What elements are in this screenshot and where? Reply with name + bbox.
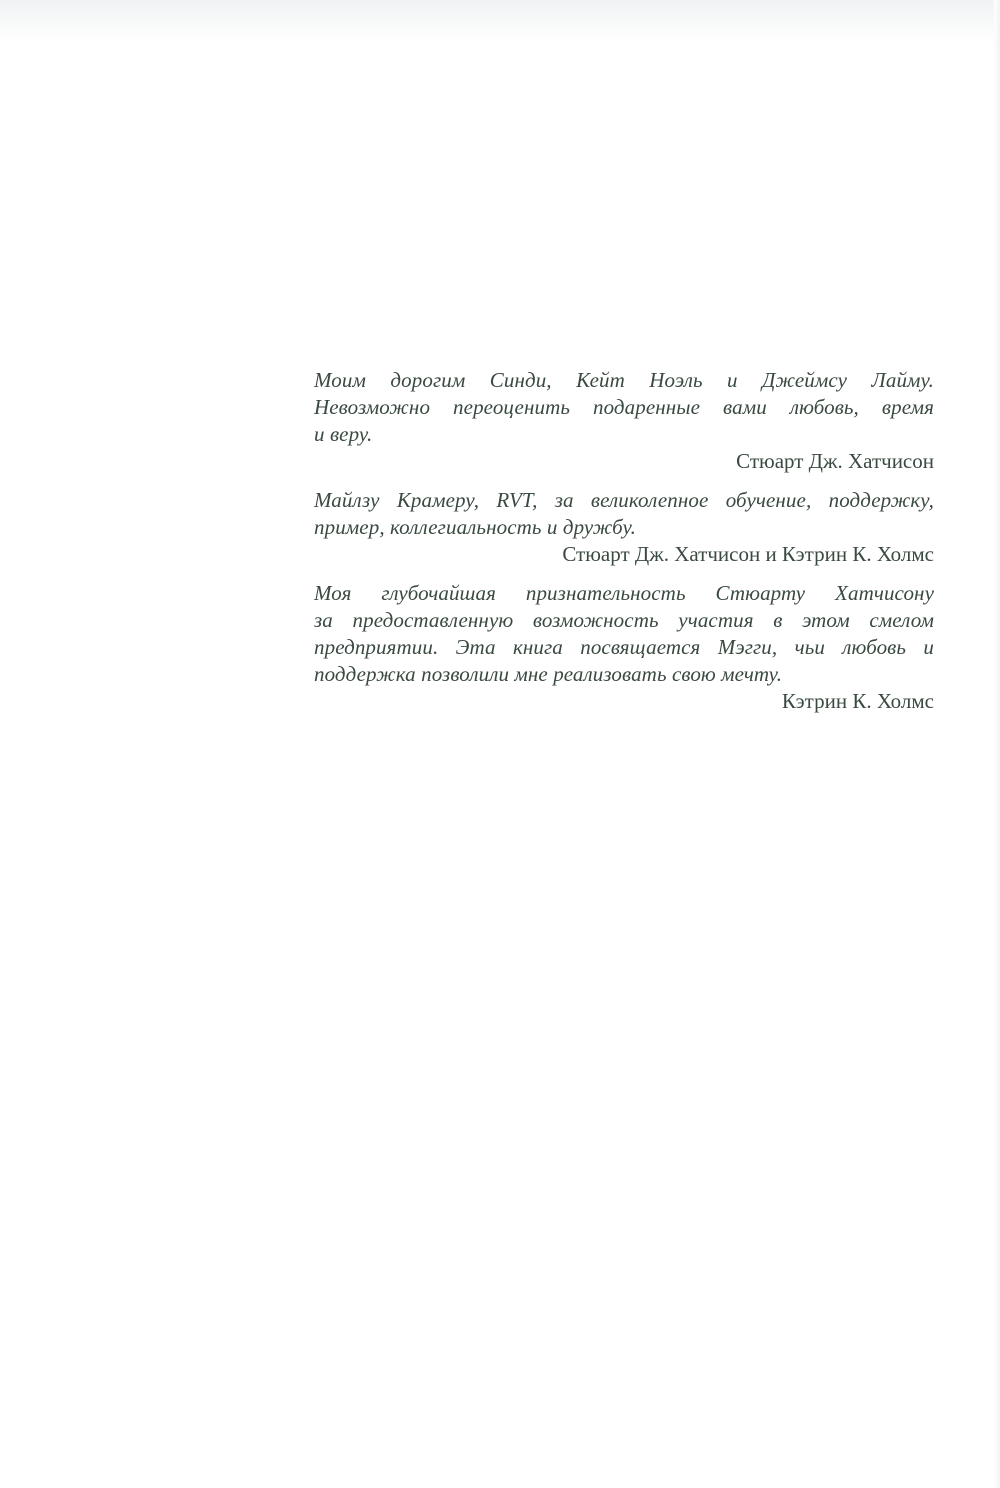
dedication-line: Невозможно переоценить подаренные вами любовь, время [314, 395, 934, 419]
dedication-line: поддержка позволили мне реализовать свою мечту. [314, 662, 783, 686]
dedication-line: Моя глубочайшая признательность Стюарту Хатчисону [314, 581, 934, 605]
dedication-author: Кэтрин К. Холмс [781, 689, 934, 713]
dedication-line: пример, коллегиальность и дружбу. [314, 515, 636, 539]
dedication-3 [314, 580, 934, 715]
page-edge [994, 0, 1000, 1488]
dedication-2 [314, 487, 934, 568]
dedication-block [314, 367, 934, 727]
dedication-line: Майлзу Крамеру, RVT, за великолепное обучение, поддержку, [314, 488, 934, 512]
dedication-1 [314, 367, 934, 475]
dedication-line: за предоставленную возможность участия в этом смелом [314, 608, 934, 632]
dedication-text [314, 487, 934, 541]
dedication-text [314, 580, 934, 688]
scan-shadow [0, 0, 1000, 42]
dedication-line: Моим дорогим Синди, Кейт Ноэль и Джеймсу Лайму. [314, 368, 934, 392]
dedication-line: предприятии. Эта книга посвящается Мэгги, чьи любовь и [314, 635, 934, 659]
dedication-text [314, 367, 934, 448]
dedication-author: Стюарт Дж. Хатчисон и Кэтрин К. Холмс [562, 542, 934, 566]
dedication-line: и веру. [314, 422, 373, 446]
dedication-author: Стюарт Дж. Хатчисон [736, 449, 934, 473]
